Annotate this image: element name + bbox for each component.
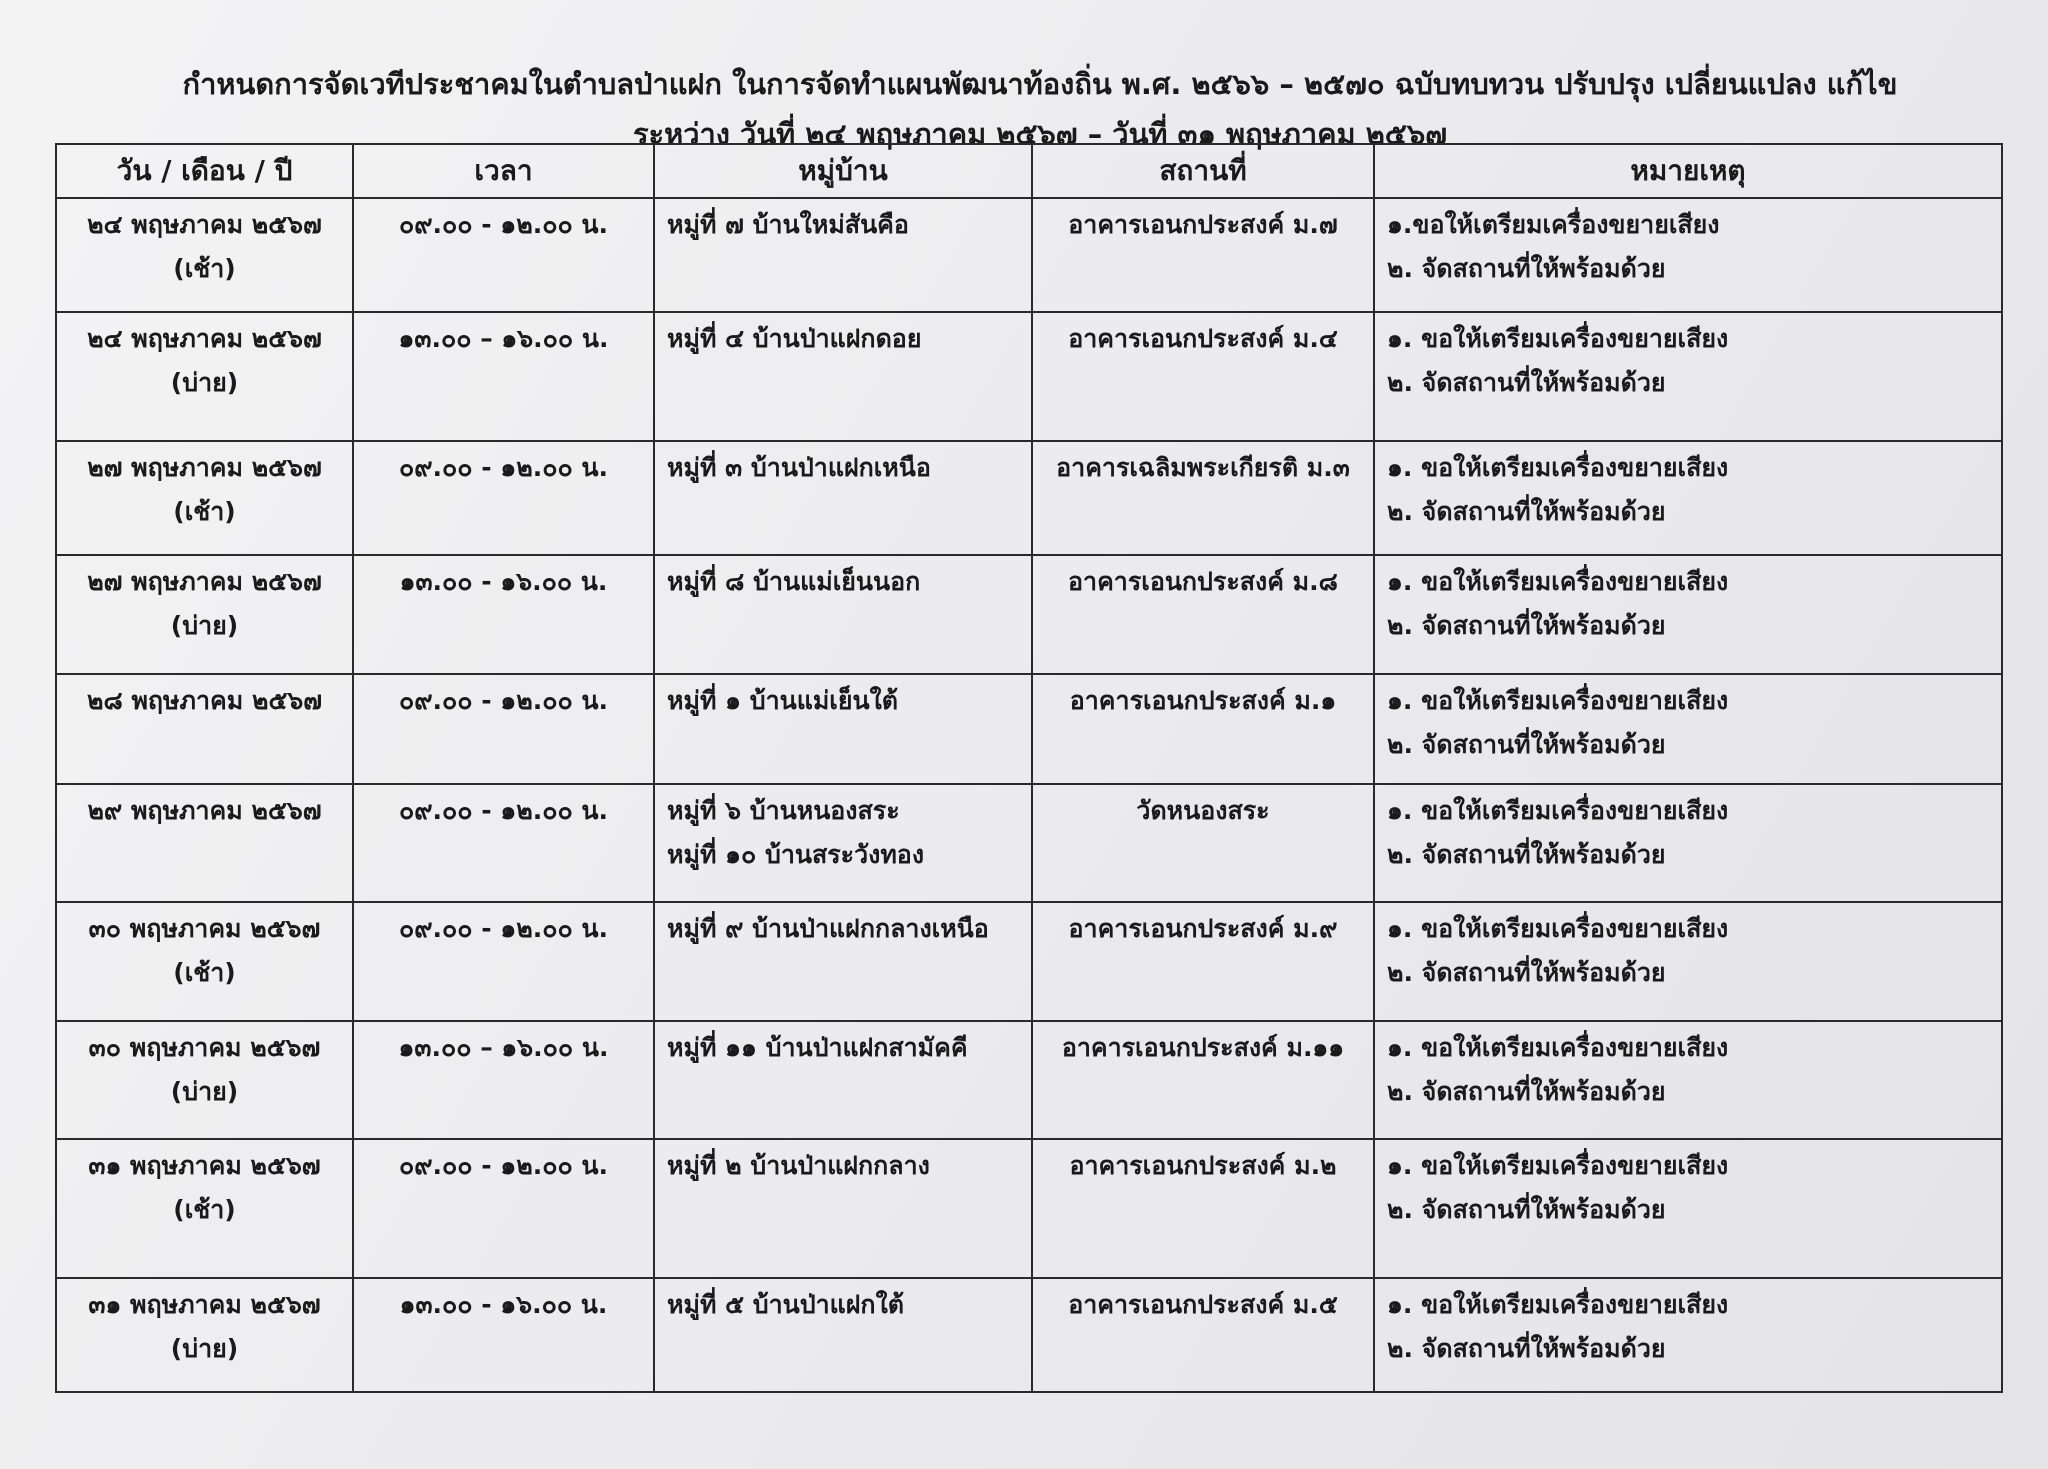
date-cell [56, 1278, 353, 1392]
time-cell [353, 555, 654, 673]
row-date: ๓๑ พฤษภาคม ๒๕๖๗ [88, 1150, 321, 1180]
table-row [56, 902, 2002, 1020]
row-village: หมู่ที่ ๑๑ บ้านป่าแฝกสามัคคี [667, 1032, 968, 1062]
row-village: หมู่ที่ ๓ บ้านป่าแฝกเหนือ [667, 452, 931, 482]
row-village: หมู่ที่ ๒ บ้านป่าแฝกกลาง [667, 1150, 930, 1180]
village-cell [654, 1021, 1032, 1139]
place-cell [1032, 312, 1374, 441]
place-cell [1032, 1139, 1374, 1278]
time-cell [353, 1278, 654, 1392]
table-row [56, 441, 2002, 555]
row-note-2: ๒. จัดสถานที่ให้พร้อมด้วย [1387, 1076, 1666, 1106]
row-place: อาคารเอนกประสงค์ ม.๗ [1068, 210, 1338, 239]
row-period: (บ่าย) [170, 368, 239, 398]
table-header-row [56, 144, 2002, 198]
row-date: ๒๙ พฤษภาคม ๒๕๖๗ [87, 795, 322, 825]
header-time: เวลา [353, 144, 654, 198]
row-place: อาคารเฉลิมพระเกียรติ ม.๓ [1056, 452, 1350, 482]
row-date: ๒๘ พฤษภาคม ๒๕๖๗ [86, 685, 323, 715]
row-village: หมู่ที่ ๕ บ้านป่าแฝกใต้ [667, 1289, 905, 1319]
row-note-1: ๑. ขอให้เตรียมเครื่องขยายเสียง [1387, 795, 1729, 825]
village-cell [654, 1278, 1032, 1392]
village-cell [654, 555, 1032, 673]
row-note-1: ๑. ขอให้เตรียมเครื่องขยายเสียง [1387, 567, 1729, 597]
schedule-table [55, 143, 2003, 1393]
row-note-2: ๒. จัดสถานที่ให้พร้อมด้วย [1387, 254, 1666, 283]
row-note-1: ๑. ขอให้เตรียมเครื่องขยายเสียง [1387, 452, 1729, 482]
row-period: (เช้า) [173, 496, 236, 526]
row-place: อาคารเอนกประสงค์ ม.๙ [1068, 914, 1338, 944]
row-time: ๐๙.๐๐ - ๑๒.๐๐ น. [398, 210, 609, 239]
time-cell [353, 1139, 654, 1278]
header-place: สถานที่ [1032, 144, 1374, 198]
time-cell [353, 312, 654, 441]
date-cell [56, 784, 353, 902]
date-cell [56, 1021, 353, 1139]
row-date: ๒๔ พฤษภาคม ๒๕๖๗ [87, 324, 322, 354]
row-note-1: ๑. ขอให้เตรียมเครื่องขยายเสียง [1387, 324, 1729, 354]
row-note-2: ๒. จัดสถานที่ให้พร้อมด้วย [1387, 958, 1666, 988]
row-note-2: ๒. จัดสถานที่ให้พร้อมด้วย [1387, 1333, 1666, 1363]
row-period: (บ่าย) [170, 1076, 239, 1106]
table-row [56, 1139, 2002, 1278]
row-note-1: ๑. ขอให้เตรียมเครื่องขยายเสียง [1387, 685, 1729, 715]
header-note: หมายเหตุ [1374, 144, 2002, 198]
village-cell [654, 674, 1032, 784]
village-cell [654, 441, 1032, 555]
date-cell [56, 902, 353, 1020]
row-note-1: ๑. ขอให้เตรียมเครื่องขยายเสียง [1387, 914, 1729, 944]
row-place: อาคารเอนกประสงค์ ม.๕ [1068, 1289, 1338, 1319]
date-cell [56, 312, 353, 441]
row-village: หมู่ที่ ๙ บ้านป่าแฝกกลางเหนือ [667, 914, 989, 944]
header-date: วัน / เดือน / ปี [56, 144, 353, 198]
date-cell [56, 674, 353, 784]
row-note-1: ๑. ขอให้เตรียมเครื่องขยายเสียง [1387, 1289, 1729, 1319]
row-time: ๐๙.๐๐ - ๑๒.๐๐ น. [398, 685, 609, 715]
row-note-2: ๒. จัดสถานที่ให้พร้อมด้วย [1387, 368, 1666, 398]
place-cell [1032, 902, 1374, 1020]
village-cell [654, 1139, 1032, 1278]
time-cell [353, 441, 654, 555]
row-period: (บ่าย) [170, 1333, 239, 1363]
place-cell [1032, 1278, 1374, 1392]
village-cell [654, 312, 1032, 441]
row-place: อาคารเอนกประสงค์ ม.๔ [1068, 324, 1338, 354]
table-row [56, 198, 2002, 312]
row-date: ๓๑ พฤษภาคม ๒๕๖๗ [88, 1289, 321, 1319]
header-village: หมู่บ้าน [654, 144, 1032, 198]
row-village-secondary: หมู่ที่ ๑๐ บ้านสระวังทอง [667, 839, 925, 869]
row-note-1: ๑. ขอให้เตรียมเครื่องขยายเสียง [1387, 1150, 1729, 1180]
row-time: ๑๓.๐๐ - ๑๖.๐๐ น. [399, 1289, 608, 1319]
row-date: ๓๐ พฤษภาคม ๒๕๖๗ [88, 1032, 321, 1062]
row-place: อาคารเอนกประสงค์ ม.๘ [1068, 567, 1338, 597]
table-row [56, 555, 2002, 673]
table-row [56, 1021, 2002, 1139]
place-cell [1032, 198, 1374, 312]
row-note-2: ๒. จัดสถานที่ให้พร้อมด้วย [1387, 1194, 1666, 1224]
row-note-2: ๒. จัดสถานที่ให้พร้อมด้วย [1387, 839, 1666, 869]
note-cell [1374, 198, 2002, 312]
row-note-1: ๑. ขอให้เตรียมเครื่องขยายเสียง [1387, 1032, 1729, 1062]
note-cell [1374, 441, 2002, 555]
village-cell [654, 784, 1032, 902]
village-cell [654, 198, 1032, 312]
table-row [56, 784, 2002, 902]
row-note-2: ๒. จัดสถานที่ให้พร้อมด้วย [1387, 496, 1666, 526]
row-village: หมู่ที่ ๗ บ้านใหม่สันคือ [667, 210, 909, 239]
row-note-2: ๒. จัดสถานที่ให้พร้อมด้วย [1387, 611, 1666, 641]
row-date: ๒๗ พฤษภาคม ๒๕๖๗ [87, 452, 322, 482]
row-date: ๓๐ พฤษภาคม ๒๕๖๗ [88, 914, 321, 944]
row-place: วัดหนองสระ [1136, 795, 1270, 825]
date-cell [56, 441, 353, 555]
row-period: (เช้า) [173, 254, 236, 283]
row-time: ๐๙.๐๐ - ๑๒.๐๐ น. [398, 1150, 609, 1180]
row-date: ๒๗ พฤษภาคม ๒๕๖๗ [87, 567, 322, 597]
row-time: ๐๙.๐๐ - ๑๒.๐๐ น. [398, 795, 609, 825]
time-cell [353, 784, 654, 902]
row-place: อาคารเอนกประสงค์ ม.๑๑ [1061, 1032, 1345, 1062]
row-period: (เช้า) [173, 1194, 236, 1224]
note-cell [1374, 312, 2002, 441]
note-cell [1374, 902, 2002, 1020]
date-cell [56, 1139, 353, 1278]
note-cell [1374, 784, 2002, 902]
date-cell [56, 555, 353, 673]
document-date-range: ระหว่าง วันที่ ๒๔ พฤษภาคม ๒๕๖๗ – วันที่ ๓๑ พฤษภาคม ๒๕๖๗ [632, 117, 1448, 151]
row-village: หมู่ที่ ๑ บ้านแม่เย็นใต้ [667, 685, 899, 715]
note-cell [1374, 1139, 2002, 1278]
row-time: ๑๓.๐๐ – ๑๖.๐๐ น. [398, 324, 609, 354]
row-village: หมู่ที่ ๘ บ้านแม่เย็นนอก [667, 567, 921, 597]
row-period: (บ่าย) [170, 611, 239, 641]
place-cell [1032, 674, 1374, 784]
note-cell [1374, 1021, 2002, 1139]
row-time: ๑๓.๐๐ - ๑๖.๐๐ น. [399, 567, 608, 597]
table-row [56, 674, 2002, 784]
table-row [56, 1278, 2002, 1392]
place-cell [1032, 441, 1374, 555]
village-cell [654, 902, 1032, 1020]
row-time: ๑๓.๐๐ – ๑๖.๐๐ น. [398, 1032, 609, 1062]
place-cell [1032, 1021, 1374, 1139]
row-place: อาคารเอนกประสงค์ ม.๑ [1069, 685, 1337, 715]
row-time: ๐๙.๐๐ - ๑๒.๐๐ น. [398, 914, 609, 944]
row-date: ๒๔ พฤษภาคม ๒๕๖๗ [87, 210, 322, 239]
time-cell [353, 198, 654, 312]
note-cell [1374, 674, 2002, 784]
date-cell [56, 198, 353, 312]
row-note-1: ๑.ขอให้เตรียมเครื่องขยายเสียง [1387, 210, 1720, 239]
place-cell [1032, 784, 1374, 902]
row-village: หมู่ที่ ๔ บ้านป่าแฝกดอย [667, 324, 922, 354]
row-note-2: ๒. จัดสถานที่ให้พร้อมด้วย [1387, 729, 1666, 759]
row-time: ๐๙.๐๐ - ๑๒.๐๐ น. [398, 452, 609, 482]
row-place: อาคารเอนกประสงค์ ม.๒ [1069, 1150, 1337, 1180]
note-cell [1374, 555, 2002, 673]
row-village: หมู่ที่ ๖ บ้านหนองสระ [667, 795, 900, 825]
table-row [56, 312, 2002, 441]
place-cell [1032, 555, 1374, 673]
time-cell [353, 902, 654, 1020]
document-title: กำหนดการจัดเวทีประชาคมในตำบลป่าแฝก ในการจัดทำแผนพัฒนาท้องถิ่น พ.ศ. ๒๕๖๖ – ๒๕๗๐ ฉบับทบทวน ปรับปรุง เปลี่ยนแปลง แก้ไข [182, 67, 1898, 101]
note-cell [1374, 1278, 2002, 1392]
time-cell [353, 1021, 654, 1139]
row-period: (เช้า) [173, 958, 236, 988]
time-cell [353, 674, 654, 784]
table-body [56, 198, 2002, 1392]
